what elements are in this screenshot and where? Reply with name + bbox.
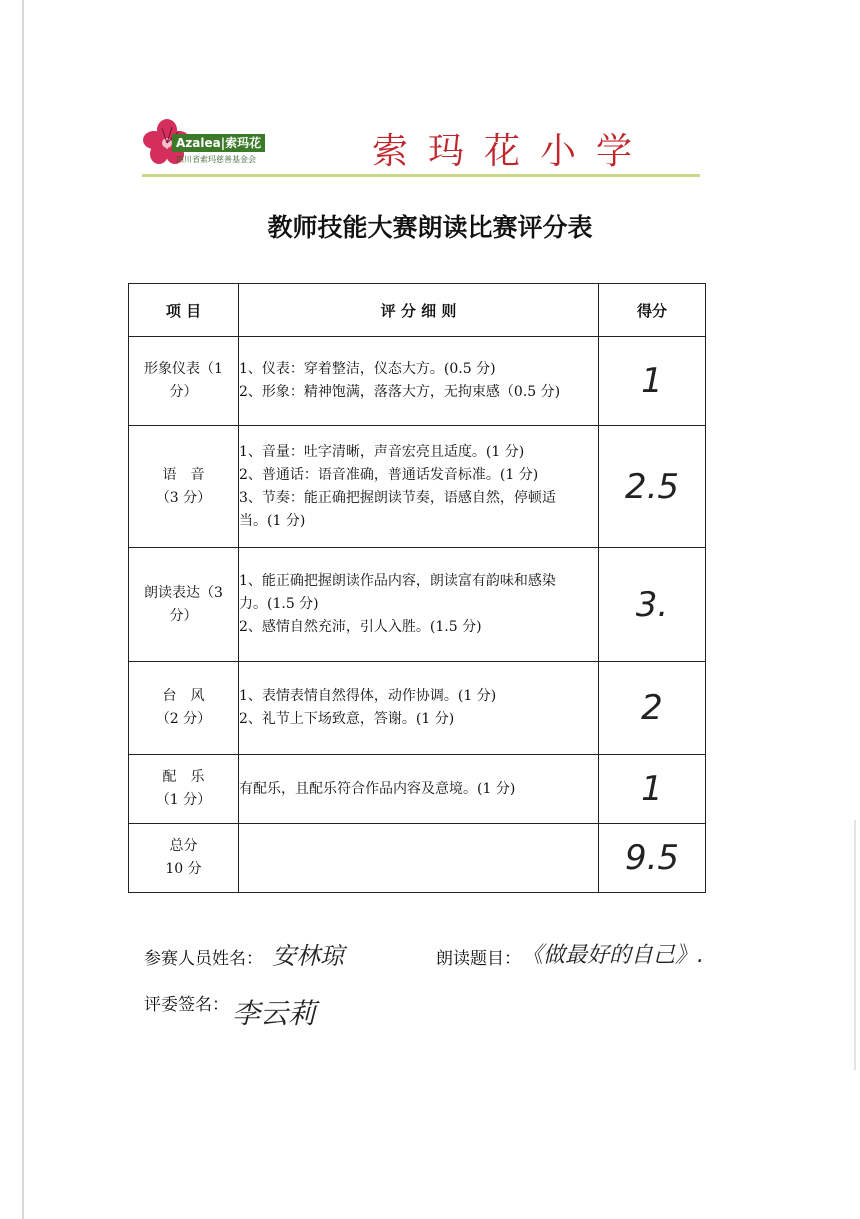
row-score xyxy=(599,337,706,426)
item-line: 配 乐 xyxy=(162,769,205,785)
detail-line: 2、形象：精神饱满，落落大方，无拘束感（0.5 分) xyxy=(239,384,561,400)
detail-line: 1、能正确把握朗读作品内容，朗读富有韵味和感染 xyxy=(239,573,556,589)
detail-line: 2、礼节上下场致意，答谢。(1 分) xyxy=(239,711,455,727)
row-score xyxy=(599,755,706,824)
detail-line: 力。(1.5 分) xyxy=(239,596,319,612)
item-line: （1 分） xyxy=(155,792,212,808)
table-row xyxy=(129,662,706,755)
row-score xyxy=(599,426,706,548)
detail-line: 2、普通话：语音准确，普通话发音标准。(1 分) xyxy=(239,466,539,483)
detail-line: 1、音量：吐字清晰，声音宏亮且适度。(1 分) xyxy=(239,443,525,460)
item-line: 10 分 xyxy=(165,861,202,877)
table-row xyxy=(129,548,706,662)
row-item xyxy=(129,337,239,426)
handwritten-score: 1 xyxy=(641,769,663,809)
handwritten-score: 3. xyxy=(635,584,669,625)
contestant-signature: 安林琼 xyxy=(272,942,344,970)
row-item xyxy=(129,426,239,548)
table-row xyxy=(129,426,706,548)
handwritten-score: 1 xyxy=(641,361,663,401)
item-line: 分） xyxy=(169,607,198,624)
row-details xyxy=(239,426,599,548)
table-row xyxy=(129,755,706,824)
row-details xyxy=(239,548,599,662)
scoring-table xyxy=(128,283,706,893)
school-name: 索玛花小学 xyxy=(372,131,653,172)
detail-line: 有配乐，且配乐符合作品内容及意境。(1 分) xyxy=(239,780,516,797)
row-details xyxy=(239,662,599,755)
scan-edge-line-right xyxy=(854,820,856,1070)
detail-line: 3、节奏：能正确把握朗读节奏，语感自然，停顿适 xyxy=(239,489,556,506)
judge-label: 评委签名： xyxy=(144,995,229,1015)
row-item xyxy=(129,755,239,824)
item-line: 朗读表达（3 xyxy=(144,584,223,601)
topic-label: 朗读题目： xyxy=(436,949,521,969)
handwritten-score: 2 xyxy=(641,688,663,728)
brand-latin: Azalea xyxy=(176,136,221,150)
row-item xyxy=(129,824,239,893)
row-item xyxy=(129,548,239,662)
scan-edge-line xyxy=(22,0,24,1219)
item-line: 台 风 xyxy=(162,688,205,704)
row-score xyxy=(599,548,706,662)
item-line: 分） xyxy=(169,384,198,400)
header-rule xyxy=(142,174,700,177)
detail-line: 当。(1 分) xyxy=(239,512,306,529)
judge-signature: 李云莉 xyxy=(232,997,317,1030)
item-line: 总分 xyxy=(169,838,198,854)
item-line: （3 分） xyxy=(155,489,212,506)
header-score: 得分 xyxy=(599,284,706,337)
item-line: 形象仪表（1 xyxy=(144,361,223,377)
table-total-row xyxy=(129,824,706,893)
row-score xyxy=(599,824,706,893)
brand-cn: 索玛花 xyxy=(225,136,262,150)
item-line: 语 音 xyxy=(162,466,205,483)
detail-line: 1、仪表：穿着整洁，仪态大方。(0.5 分) xyxy=(239,361,496,377)
detail-line: 2、感情自然充沛，引人入胜。(1.5 分) xyxy=(239,619,482,635)
brand-badge: Azalea|索玛花 xyxy=(172,134,265,152)
detail-line: 1、表情表情自然得体，动作协调。(1 分) xyxy=(239,688,497,704)
row-details xyxy=(239,824,599,893)
brand-subtitle: 四川省索玛慈善基金会 xyxy=(176,155,256,164)
contestant-label: 参赛人员姓名： xyxy=(144,949,263,969)
foundation-logo xyxy=(142,118,282,168)
row-details xyxy=(239,337,599,426)
row-item xyxy=(129,662,239,755)
header-item: 项 目 xyxy=(129,284,239,337)
document-title: 教师技能大赛朗读比赛评分表 xyxy=(267,213,593,242)
header-details: 评 分 细 则 xyxy=(239,284,599,337)
topic-handwritten: 《做最好的自己》. xyxy=(521,943,704,968)
handwritten-score: 2.5 xyxy=(624,466,680,507)
row-score xyxy=(599,662,706,755)
table-header-row xyxy=(129,284,706,337)
table-row xyxy=(129,337,706,426)
item-line: （2 分） xyxy=(155,711,212,727)
row-details xyxy=(239,755,599,824)
handwritten-total-score: 9.5 xyxy=(624,838,680,878)
